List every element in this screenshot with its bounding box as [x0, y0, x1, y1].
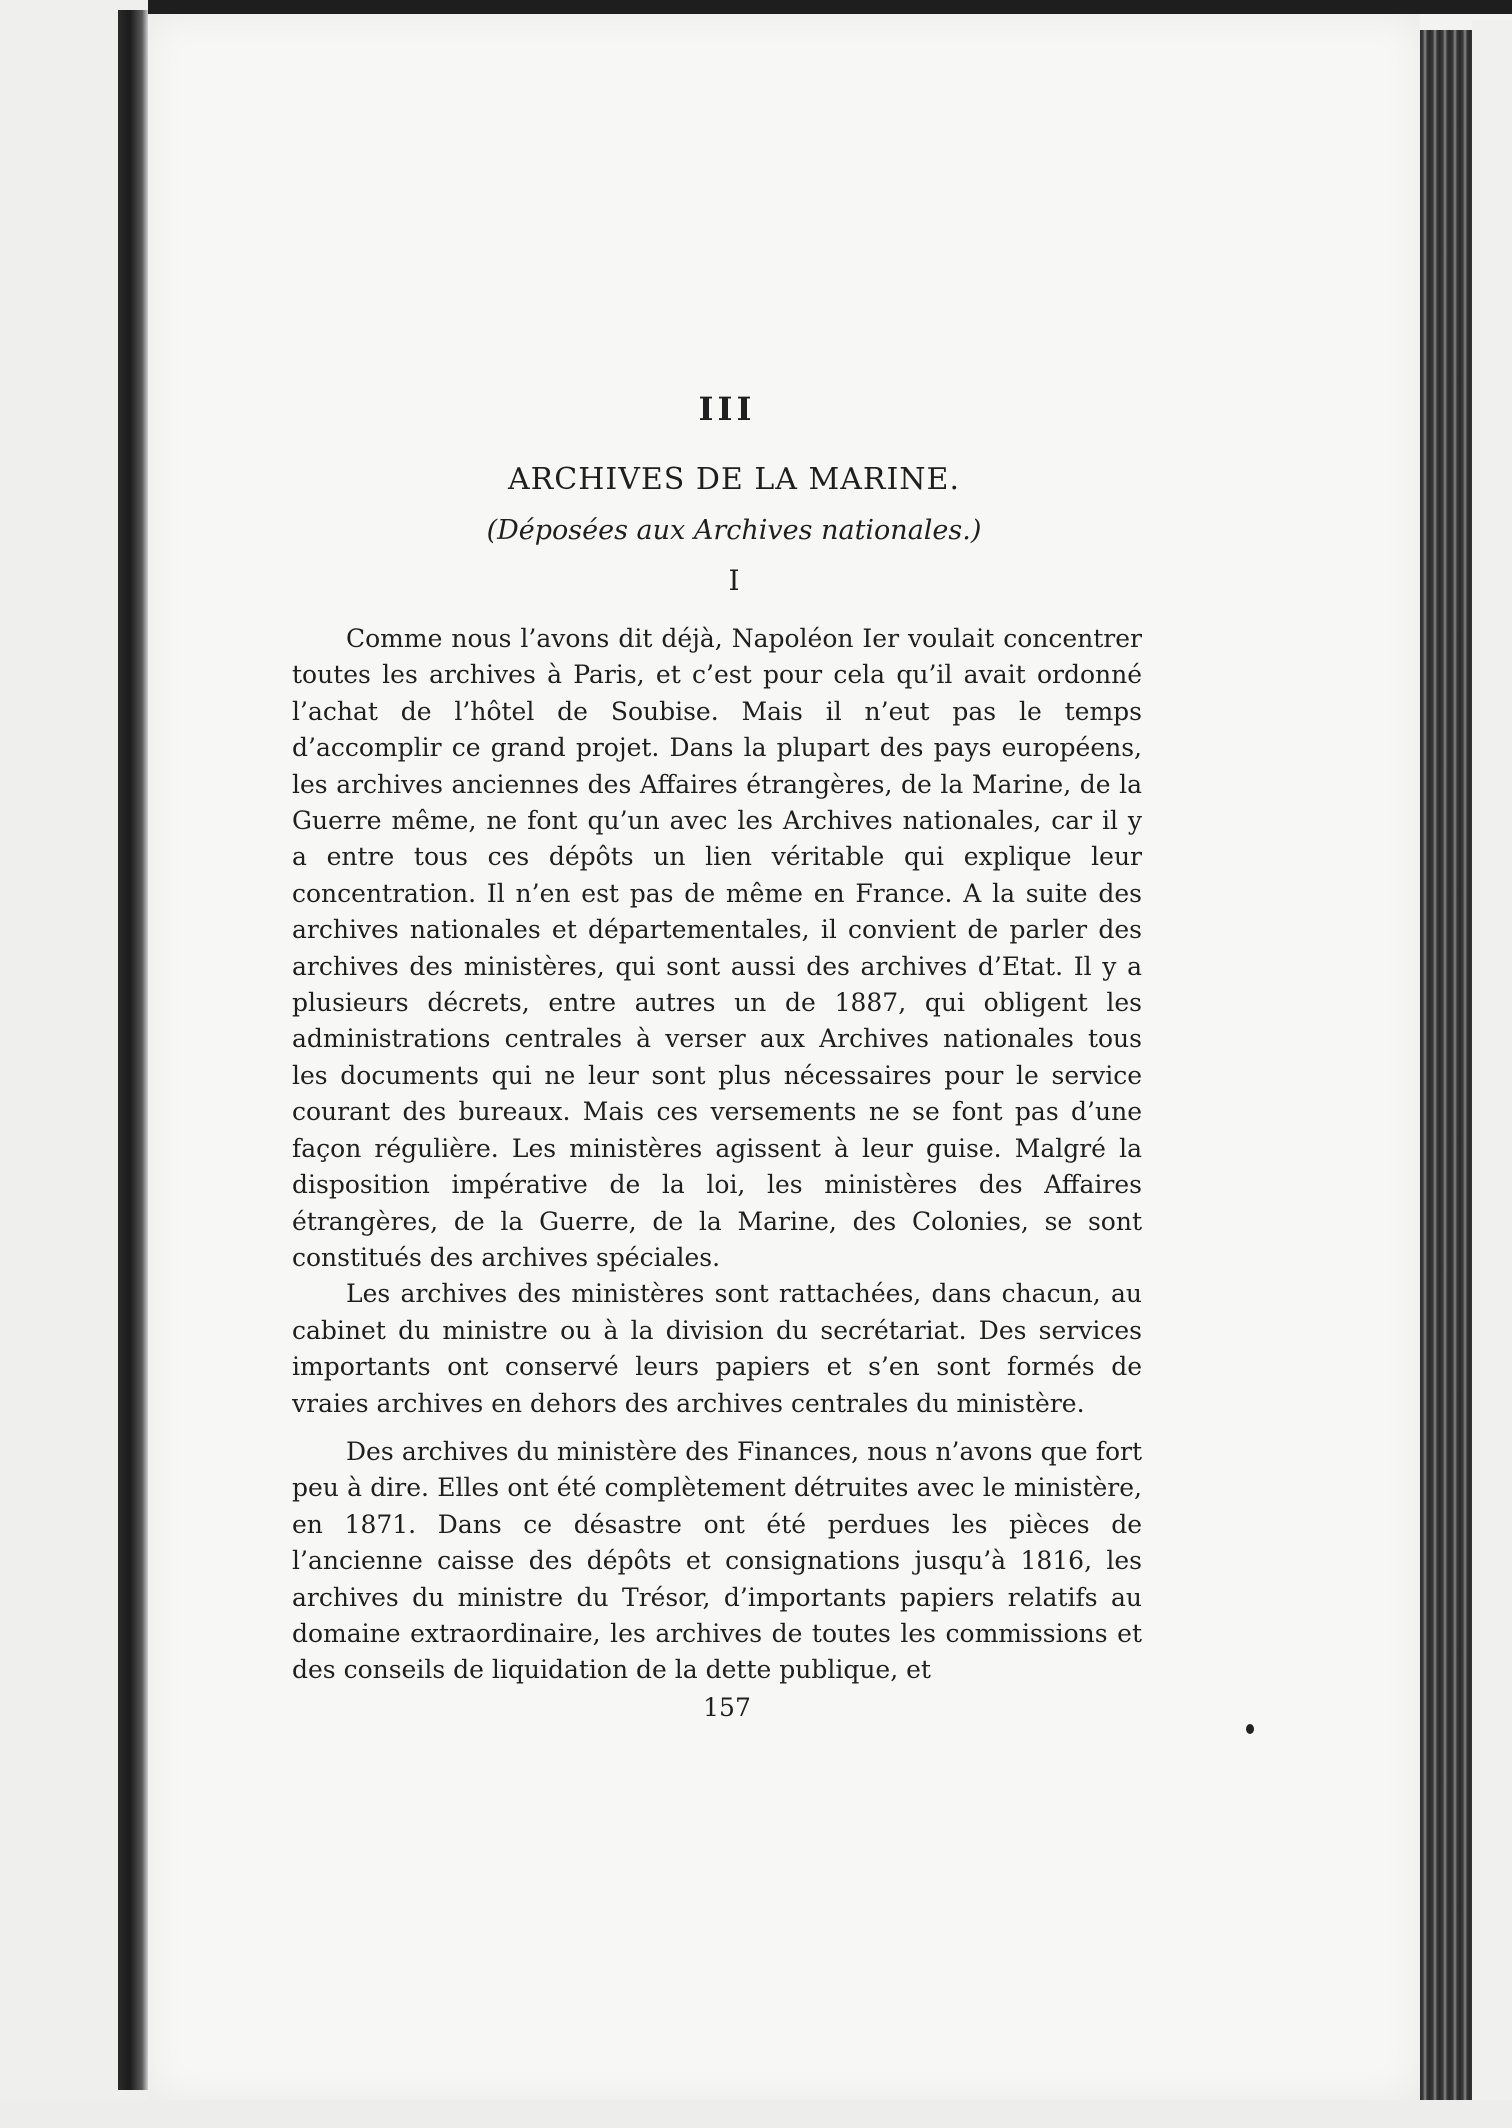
scan-top-edge [0, 0, 1512, 14]
ink-speck [1246, 1724, 1254, 1734]
page-number: 157 [703, 1692, 751, 1722]
book-gutter-shadow [118, 10, 148, 2090]
chapter-number: III [698, 390, 756, 428]
paragraph-1: Comme nous l’avons dit déjà, Napoléon Ier voulait concentrer toutes les archives à Paris, et c’est pour cela qu’il avait ordonné l’achat de l’hôtel de Soubise. Mais il n’eut pas le temps d’accomplir ce grand projet. Dans la plupart des pays européens, les archives anciennes des Affaires étrangères, de la Marine, de la Guerre même, ne font qu’un avec les Archives nationales, car il y a entre tous ces dépôts un lien véritable qui explique leur concentration. Il n’en est pas de même en France. A la suite des archives nationales et départementales, il convient de parler des archives des ministères, qui sont aussi des archives d’Etat. Il y a plusieurs décrets, entre autres un de 1887, qui obligent les administrations centrales à verser aux Archives nationales tous les documents qui ne leur sont plus nécessaires pour le service courant des bureaux. Mais ces versements ne se font pas d’une façon régulière. Les ministères agissent à leur guise. Malgré la disposition impérative de la loi, les ministères des Affaires étrangères, de la Guerre, de la Marine, des Colonies, se sont constitués des archives spéciales. [292, 624, 1142, 1272]
scan-bottom-margin [0, 2100, 1512, 2128]
text-column [292, 390, 1142, 1722]
paragraph-2: Les archives des ministères sont rattachées, dans chacun, au cabinet du ministre ou à la division du secrétariat. Des services importants ont conservé leurs papiers et s’en sont formés de vraies archives en dehors des archives centrales du ministère. [292, 1279, 1142, 1418]
scan-right-margin [1472, 20, 1512, 2128]
chapter-title: ARCHIVES DE LA MARINE. [508, 462, 960, 497]
book-page-edges [1420, 30, 1472, 2110]
chapter-subtitle: (Déposées aux Archives nationales.) [486, 515, 982, 546]
section-number: I [728, 564, 740, 597]
paragraph-3: Des archives du ministère des Finances, nous n’avons que fort peu à dire. Elles ont été complètement détruites avec le ministère, en 1871. Dans ce désastre ont été perdues les pièces de l’ancienne caisse des dépôts et consignations jusqu’à 1816, les archives du ministre du Trésor, d’importants papiers relatifs au domaine extraordinaire, les archives de toutes les commissions et des conseils de liquidation de la dette publique, et [292, 1436, 1142, 1685]
